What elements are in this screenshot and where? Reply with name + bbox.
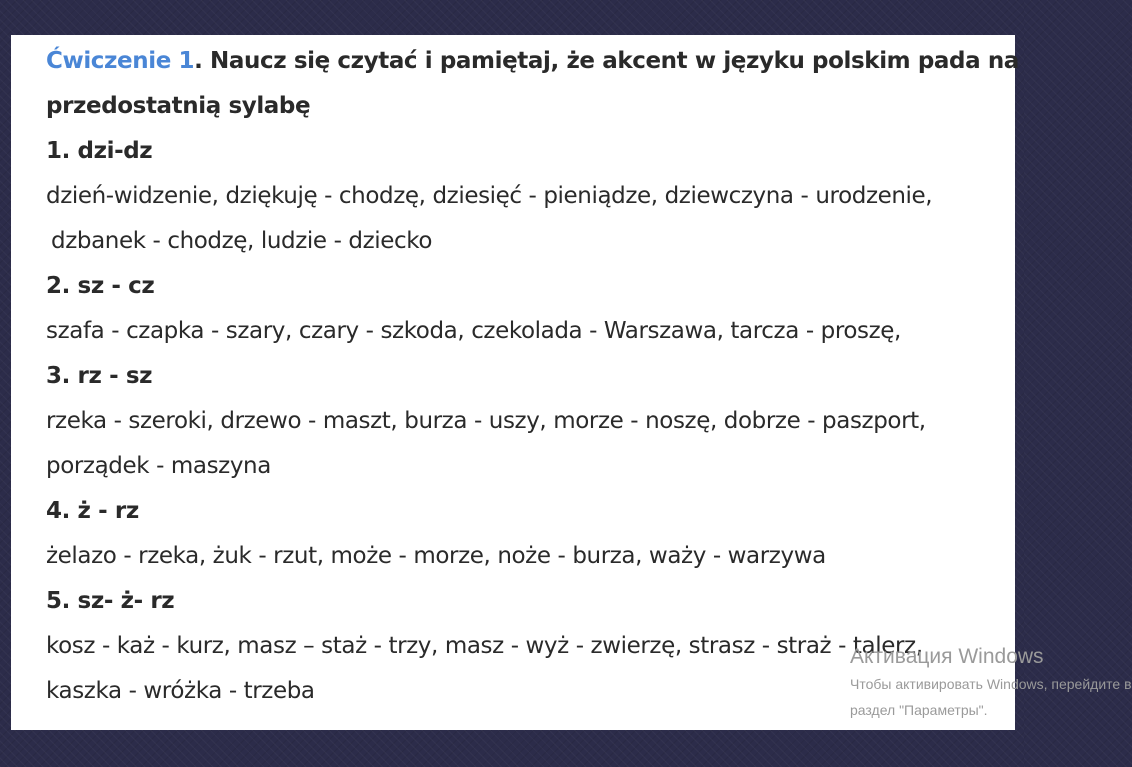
- exercise-instruction: . Naucz się czytać i pamiętaj, że akcent w języku polskim pada na: [194, 48, 1019, 74]
- word-list-line: żelazo - rzeka, żuk - rzut, może - morze, noże - burza, waży - warzywa: [46, 543, 826, 569]
- exercise-title-line: [46, 39, 1019, 84]
- section-heading: 2. sz - cz: [46, 273, 155, 299]
- exercise-label: Ćwiczenie 1: [46, 48, 195, 74]
- section-heading: 3. rz - sz: [46, 363, 153, 389]
- word-list-line: szafa - czapka - szary, czary - szkoda, czekolada - Warszawa, tarcza - proszę,: [46, 318, 901, 344]
- windows-activation-watermark: [850, 643, 1132, 723]
- word-list-line: dzbanek - chodzę, ludzie - dziecko: [51, 228, 433, 254]
- word-list-line: kaszka - wróżka - trzeba: [46, 678, 315, 704]
- exercise-instruction-continued: przedostatnią sylabę: [46, 93, 311, 119]
- watermark-line: раздел "Параметры".: [850, 702, 988, 718]
- section-heading: 4. ż - rz: [46, 498, 139, 524]
- slide-content: [11, 35, 1132, 730]
- watermark-title: Активация Windows: [850, 645, 1044, 668]
- section-heading: 1. dzi-dz: [46, 138, 153, 164]
- watermark-line: Чтобы активировать Windows, перейдите в: [850, 676, 1132, 692]
- word-list-line: dzień-widzenie, dziękuję - chodzę, dziesięć - pieniądze, dziewczyna - urodzenie,: [46, 183, 933, 209]
- word-list-line: kosz - każ - kurz, masz – staż - trzy, masz - wyż - zwierzę, strasz - straż - talerz,: [46, 633, 923, 659]
- section-heading: 5. sz- ż- rz: [46, 588, 175, 614]
- word-list-line: porządek - maszyna: [46, 453, 271, 479]
- word-list-line: rzeka - szeroki, drzewo - maszt, burza - uszy, morze - noszę, dobrze - paszport,: [46, 408, 926, 434]
